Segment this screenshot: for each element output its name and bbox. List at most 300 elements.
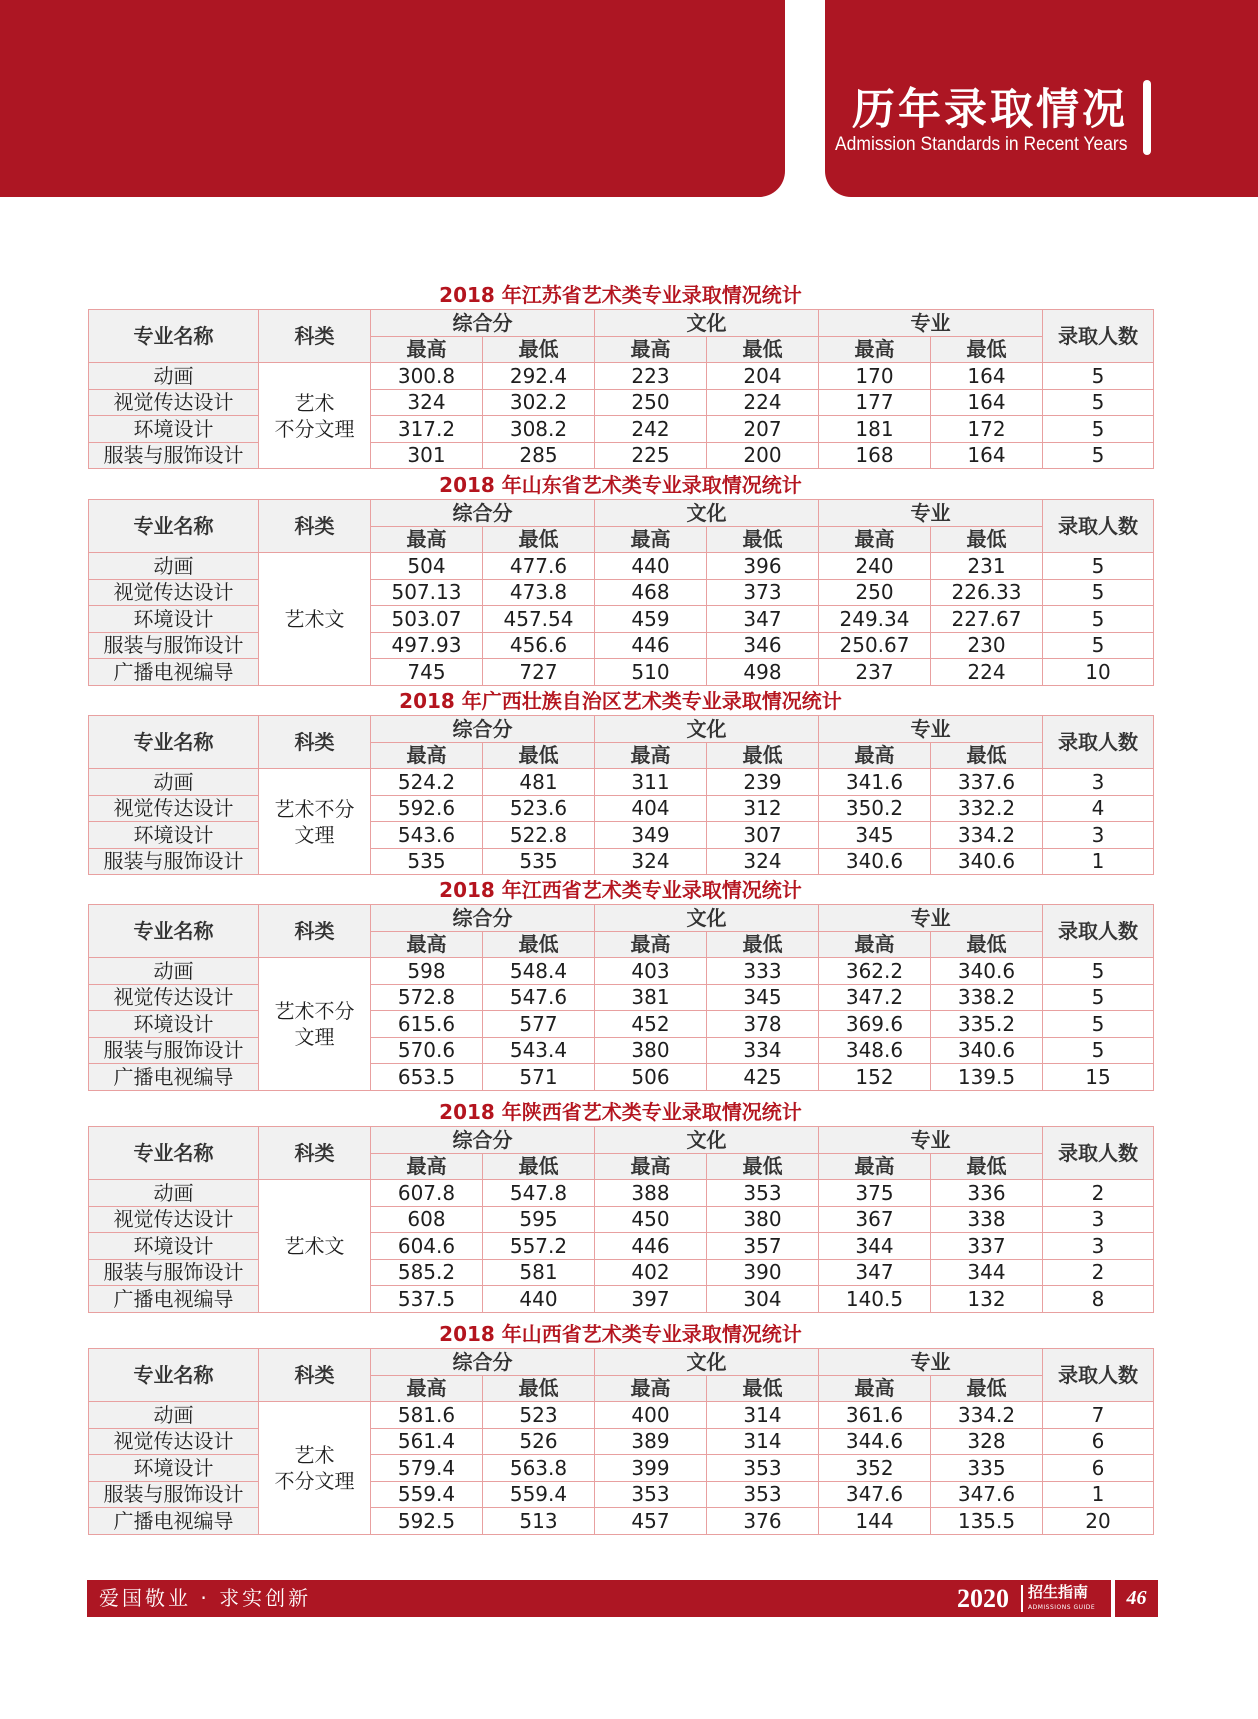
header-low: 最低 — [707, 1375, 819, 1402]
value-cell: 204 — [707, 363, 819, 390]
table-row — [89, 984, 1154, 1011]
major-name-cell: 视觉传达设计 — [89, 1206, 259, 1233]
header-composite: 综合分 — [371, 500, 595, 527]
value-cell: 523.6 — [483, 795, 595, 822]
value-cell: 348.6 — [819, 1037, 931, 1064]
category-line: 文理 — [294, 1024, 335, 1049]
header-composite: 综合分 — [371, 716, 595, 743]
value-cell: 200 — [707, 442, 819, 469]
value-cell: 440 — [595, 553, 707, 580]
value-cell: 390 — [707, 1259, 819, 1286]
value-cell: 344 — [931, 1259, 1043, 1286]
header-low: 最低 — [707, 931, 819, 958]
value-cell: 446 — [595, 632, 707, 659]
value-cell: 224 — [707, 389, 819, 416]
header-high: 最高 — [819, 931, 931, 958]
header-band-left — [0, 0, 785, 197]
value-cell: 144 — [819, 1508, 931, 1535]
value-cell: 285 — [483, 442, 595, 469]
value-cell: 3 — [1043, 769, 1154, 796]
value-cell: 498 — [707, 659, 819, 686]
value-cell: 357 — [707, 1233, 819, 1260]
value-cell: 446 — [595, 1233, 707, 1260]
value-cell: 523 — [483, 1402, 595, 1429]
category-cell — [259, 363, 371, 469]
table-section — [88, 282, 1153, 469]
value-cell: 334.2 — [931, 1402, 1043, 1429]
category-cell — [259, 553, 371, 686]
value-cell: 308.2 — [483, 416, 595, 443]
header-high: 最高 — [595, 526, 707, 553]
value-cell: 367 — [819, 1206, 931, 1233]
header-admitted: 录取人数 — [1043, 1127, 1154, 1180]
value-cell: 139.5 — [931, 1064, 1043, 1091]
header-high: 最高 — [371, 1153, 483, 1180]
value-cell: 340.6 — [931, 1037, 1043, 1064]
major-name-cell: 视觉传达设计 — [89, 389, 259, 416]
header-category: 科类 — [259, 716, 371, 769]
header-high: 最高 — [595, 1153, 707, 1180]
value-cell: 225 — [595, 442, 707, 469]
table-section — [88, 877, 1153, 1091]
value-cell: 547.8 — [483, 1180, 595, 1207]
table-row — [89, 1011, 1154, 1038]
value-cell: 572.8 — [371, 984, 483, 1011]
table-title: 2018 年江西省艺术类专业录取情况统计 — [439, 878, 802, 902]
header-low: 最低 — [931, 1153, 1043, 1180]
value-cell: 375 — [819, 1180, 931, 1207]
value-cell: 15 — [1043, 1064, 1154, 1091]
value-cell: 344.6 — [819, 1428, 931, 1455]
footer-guide-label: 招生指南 — [1028, 1583, 1089, 1601]
value-cell: 207 — [707, 416, 819, 443]
value-cell: 338 — [931, 1206, 1043, 1233]
value-cell: 164 — [931, 363, 1043, 390]
value-cell: 240 — [819, 553, 931, 580]
table-header-row — [89, 1349, 1154, 1376]
header-composite: 综合分 — [371, 1127, 595, 1154]
header-low: 最低 — [483, 742, 595, 769]
major-name-cell: 服装与服饰设计 — [89, 1037, 259, 1064]
category-line: 艺术不分 — [274, 796, 355, 821]
value-cell: 223 — [595, 363, 707, 390]
value-cell: 135.5 — [931, 1508, 1043, 1535]
value-cell: 353 — [707, 1481, 819, 1508]
major-name-cell: 环境设计 — [89, 1011, 259, 1038]
category-cell — [259, 958, 371, 1091]
header-admitted: 录取人数 — [1043, 716, 1154, 769]
header-specialty: 专业 — [819, 716, 1043, 743]
table-header-row — [89, 905, 1154, 932]
value-cell: 378 — [707, 1011, 819, 1038]
major-name-cell: 动画 — [89, 1402, 259, 1429]
header-low: 最低 — [707, 742, 819, 769]
value-cell: 250 — [595, 389, 707, 416]
value-cell: 456.6 — [483, 632, 595, 659]
value-cell: 140.5 — [819, 1286, 931, 1313]
value-cell: 242 — [595, 416, 707, 443]
major-name-cell: 广播电视编导 — [89, 659, 259, 686]
value-cell: 397 — [595, 1286, 707, 1313]
value-cell: 595 — [483, 1206, 595, 1233]
value-cell: 524.2 — [371, 769, 483, 796]
header-specialty: 专业 — [819, 500, 1043, 527]
table-row — [89, 1037, 1154, 1064]
table-row — [89, 1064, 1154, 1091]
major-name-cell: 服装与服饰设计 — [89, 1481, 259, 1508]
header-category: 科类 — [259, 1127, 371, 1180]
header-admitted: 录取人数 — [1043, 1349, 1154, 1402]
header-low: 最低 — [483, 526, 595, 553]
value-cell: 513 — [483, 1508, 595, 1535]
header-major: 专业名称 — [89, 716, 259, 769]
value-cell: 340.6 — [931, 848, 1043, 875]
admission-table — [88, 1348, 1154, 1535]
table-header-row — [89, 716, 1154, 743]
value-cell: 345 — [707, 984, 819, 1011]
header-high: 最高 — [819, 742, 931, 769]
page-title: 历年录取情况 — [852, 85, 1128, 135]
footer-year: 2020 — [957, 1584, 1009, 1613]
header-low: 最低 — [931, 931, 1043, 958]
header-major: 专业名称 — [89, 1349, 259, 1402]
table-row — [89, 1428, 1154, 1455]
table-header-row — [89, 1127, 1154, 1154]
value-cell: 5 — [1043, 984, 1154, 1011]
header-high: 最高 — [371, 931, 483, 958]
major-name-cell: 视觉传达设计 — [89, 1428, 259, 1455]
value-cell: 312 — [707, 795, 819, 822]
category-cell — [259, 769, 371, 875]
header-low: 最低 — [483, 1375, 595, 1402]
header-high: 最高 — [371, 742, 483, 769]
value-cell: 334.2 — [931, 822, 1043, 849]
value-cell: 2 — [1043, 1259, 1154, 1286]
table-header-row — [89, 500, 1154, 527]
category-line: 艺术 — [294, 390, 335, 415]
header-culture: 文化 — [595, 905, 819, 932]
value-cell: 324 — [371, 389, 483, 416]
value-cell: 653.5 — [371, 1064, 483, 1091]
header-high: 最高 — [595, 1375, 707, 1402]
category-line: 文理 — [294, 822, 335, 847]
header-composite: 综合分 — [371, 310, 595, 337]
table-title: 2018 年山西省艺术类专业录取情况统计 — [439, 1322, 802, 1346]
header-culture: 文化 — [595, 500, 819, 527]
value-cell: 335.2 — [931, 1011, 1043, 1038]
header-composite: 综合分 — [371, 1349, 595, 1376]
value-cell: 581.6 — [371, 1402, 483, 1429]
value-cell: 381 — [595, 984, 707, 1011]
value-cell: 362.2 — [819, 958, 931, 985]
header-low: 最低 — [483, 336, 595, 363]
value-cell: 324 — [707, 848, 819, 875]
header-accent-bar — [1143, 80, 1151, 155]
value-cell: 5 — [1043, 442, 1154, 469]
value-cell: 302.2 — [483, 389, 595, 416]
value-cell: 7 — [1043, 1402, 1154, 1429]
header-high: 最高 — [371, 336, 483, 363]
header-category: 科类 — [259, 1349, 371, 1402]
header-low: 最低 — [931, 336, 1043, 363]
table-row — [89, 416, 1154, 443]
admission-table — [88, 715, 1154, 875]
value-cell: 535 — [483, 848, 595, 875]
value-cell: 380 — [707, 1206, 819, 1233]
value-cell: 353 — [707, 1180, 819, 1207]
major-name-cell: 环境设计 — [89, 606, 259, 633]
value-cell: 338.2 — [931, 984, 1043, 1011]
value-cell: 504 — [371, 553, 483, 580]
category-line: 艺术不分 — [274, 998, 355, 1023]
value-cell: 402 — [595, 1259, 707, 1286]
major-name-cell: 动画 — [89, 363, 259, 390]
value-cell: 615.6 — [371, 1011, 483, 1038]
value-cell: 337.6 — [931, 769, 1043, 796]
header-low: 最低 — [931, 526, 1043, 553]
major-name-cell: 动画 — [89, 769, 259, 796]
table-row — [89, 553, 1154, 580]
value-cell: 571 — [483, 1064, 595, 1091]
header-major: 专业名称 — [89, 310, 259, 363]
value-cell: 3 — [1043, 1233, 1154, 1260]
value-cell: 396 — [707, 553, 819, 580]
value-cell: 292.4 — [483, 363, 595, 390]
value-cell: 403 — [595, 958, 707, 985]
value-cell: 577 — [483, 1011, 595, 1038]
table-section — [88, 472, 1153, 686]
table-header-row — [89, 310, 1154, 337]
value-cell: 581 — [483, 1259, 595, 1286]
value-cell: 727 — [483, 659, 595, 686]
table-title: 2018 年山东省艺术类专业录取情况统计 — [439, 473, 802, 497]
value-cell: 349 — [595, 822, 707, 849]
header-high: 最高 — [819, 526, 931, 553]
value-cell: 347 — [707, 606, 819, 633]
page-number: 46 — [1111, 1580, 1158, 1617]
value-cell: 369.6 — [819, 1011, 931, 1038]
value-cell: 399 — [595, 1455, 707, 1482]
value-cell: 592.5 — [371, 1508, 483, 1535]
table-row — [89, 1402, 1154, 1429]
value-cell: 537.5 — [371, 1286, 483, 1313]
value-cell: 347 — [819, 1259, 931, 1286]
header-specialty: 专业 — [819, 310, 1043, 337]
value-cell: 304 — [707, 1286, 819, 1313]
category-cell — [259, 1402, 371, 1535]
value-cell: 506 — [595, 1064, 707, 1091]
header-high: 最高 — [371, 526, 483, 553]
table-section — [88, 1099, 1153, 1313]
header-high: 最高 — [595, 742, 707, 769]
header-high: 最高 — [595, 931, 707, 958]
value-cell: 352 — [819, 1455, 931, 1482]
value-cell: 547.6 — [483, 984, 595, 1011]
header-high: 最高 — [595, 336, 707, 363]
value-cell: 380 — [595, 1037, 707, 1064]
page-subtitle: Admission Standards in Recent Years — [835, 134, 1128, 155]
table-row — [89, 958, 1154, 985]
value-cell: 450 — [595, 1206, 707, 1233]
header-admitted: 录取人数 — [1043, 500, 1154, 553]
table-row — [89, 1233, 1154, 1260]
value-cell: 522.8 — [483, 822, 595, 849]
header-high: 最高 — [819, 1153, 931, 1180]
value-cell: 457.54 — [483, 606, 595, 633]
table-row — [89, 1180, 1154, 1207]
value-cell: 5 — [1043, 606, 1154, 633]
value-cell: 543.4 — [483, 1037, 595, 1064]
value-cell: 507.13 — [371, 579, 483, 606]
value-cell: 557.2 — [483, 1233, 595, 1260]
value-cell: 347.6 — [931, 1481, 1043, 1508]
value-cell: 608 — [371, 1206, 483, 1233]
value-cell: 5 — [1043, 579, 1154, 606]
value-cell: 6 — [1043, 1428, 1154, 1455]
value-cell: 745 — [371, 659, 483, 686]
value-cell: 459 — [595, 606, 707, 633]
table-row — [89, 795, 1154, 822]
value-cell: 389 — [595, 1428, 707, 1455]
value-cell: 526 — [483, 1428, 595, 1455]
value-cell: 477.6 — [483, 553, 595, 580]
major-name-cell: 动画 — [89, 1180, 259, 1207]
value-cell: 561.4 — [371, 1428, 483, 1455]
table-row — [89, 632, 1154, 659]
value-cell: 5 — [1043, 958, 1154, 985]
footer-slogan: 爱国敬业 · 求实创新 — [99, 1586, 312, 1610]
table-row — [89, 1206, 1154, 1233]
major-name-cell: 广播电视编导 — [89, 1508, 259, 1535]
value-cell: 311 — [595, 769, 707, 796]
value-cell: 604.6 — [371, 1233, 483, 1260]
value-cell: 452 — [595, 1011, 707, 1038]
value-cell: 579.4 — [371, 1455, 483, 1482]
value-cell: 20 — [1043, 1508, 1154, 1535]
admission-table — [88, 309, 1154, 469]
value-cell: 3 — [1043, 822, 1154, 849]
value-cell: 548.4 — [483, 958, 595, 985]
value-cell: 328 — [931, 1428, 1043, 1455]
table-row — [89, 442, 1154, 469]
category-line: 艺术文 — [284, 1233, 345, 1258]
value-cell: 468 — [595, 579, 707, 606]
footer-guide-english: ADMISSIONS GUIDE — [1028, 1604, 1096, 1611]
major-name-cell: 视觉传达设计 — [89, 795, 259, 822]
value-cell: 335 — [931, 1455, 1043, 1482]
header-admitted: 录取人数 — [1043, 310, 1154, 363]
value-cell: 5 — [1043, 416, 1154, 443]
value-cell: 164 — [931, 389, 1043, 416]
value-cell: 300.8 — [371, 363, 483, 390]
table-row — [89, 389, 1154, 416]
value-cell: 5 — [1043, 389, 1154, 416]
header-low: 最低 — [931, 1375, 1043, 1402]
header-specialty: 专业 — [819, 1127, 1043, 1154]
header-composite: 综合分 — [371, 905, 595, 932]
value-cell: 5 — [1043, 632, 1154, 659]
value-cell: 473.8 — [483, 579, 595, 606]
value-cell: 440 — [483, 1286, 595, 1313]
header-category: 科类 — [259, 500, 371, 553]
table-title: 2018 年陕西省艺术类专业录取情况统计 — [439, 1100, 802, 1124]
header-culture: 文化 — [595, 310, 819, 337]
value-cell: 2 — [1043, 1180, 1154, 1207]
value-cell: 345 — [819, 822, 931, 849]
admission-table — [88, 904, 1154, 1091]
table-row — [89, 606, 1154, 633]
header-high: 最高 — [819, 1375, 931, 1402]
header-major: 专业名称 — [89, 1127, 259, 1180]
value-cell: 10 — [1043, 659, 1154, 686]
header-culture: 文化 — [595, 1349, 819, 1376]
value-cell: 350.2 — [819, 795, 931, 822]
value-cell: 400 — [595, 1402, 707, 1429]
table-section — [88, 1321, 1153, 1535]
value-cell: 250 — [819, 579, 931, 606]
major-name-cell: 动画 — [89, 958, 259, 985]
value-cell: 324 — [595, 848, 707, 875]
value-cell: 563.8 — [483, 1455, 595, 1482]
admission-table — [88, 499, 1154, 686]
major-name-cell: 广播电视编导 — [89, 1286, 259, 1313]
value-cell: 347.6 — [819, 1481, 931, 1508]
value-cell: 5 — [1043, 553, 1154, 580]
major-name-cell: 服装与服饰设计 — [89, 632, 259, 659]
value-cell: 336 — [931, 1180, 1043, 1207]
value-cell: 5 — [1043, 363, 1154, 390]
value-cell: 497.93 — [371, 632, 483, 659]
value-cell: 425 — [707, 1064, 819, 1091]
footer-divider — [1021, 1585, 1023, 1612]
major-name-cell: 环境设计 — [89, 416, 259, 443]
value-cell: 226.33 — [931, 579, 1043, 606]
value-cell: 570.6 — [371, 1037, 483, 1064]
header-high: 最高 — [819, 336, 931, 363]
value-cell: 317.2 — [371, 416, 483, 443]
table-row — [89, 659, 1154, 686]
major-name-cell: 动画 — [89, 553, 259, 580]
value-cell: 347.2 — [819, 984, 931, 1011]
category-line: 艺术文 — [284, 606, 345, 631]
value-cell: 361.6 — [819, 1402, 931, 1429]
header-major: 专业名称 — [89, 500, 259, 553]
value-cell: 353 — [707, 1455, 819, 1482]
value-cell: 598 — [371, 958, 483, 985]
header-high: 最高 — [371, 1375, 483, 1402]
header-low: 最低 — [931, 742, 1043, 769]
value-cell: 301 — [371, 442, 483, 469]
value-cell: 152 — [819, 1064, 931, 1091]
category-line: 艺术 — [294, 1442, 335, 1467]
value-cell: 170 — [819, 363, 931, 390]
value-cell: 340.6 — [819, 848, 931, 875]
table-row — [89, 848, 1154, 875]
value-cell: 373 — [707, 579, 819, 606]
table-row — [89, 363, 1154, 390]
value-cell: 168 — [819, 442, 931, 469]
value-cell: 404 — [595, 795, 707, 822]
header-low: 最低 — [483, 931, 595, 958]
value-cell: 5 — [1043, 1011, 1154, 1038]
value-cell: 237 — [819, 659, 931, 686]
major-name-cell: 服装与服饰设计 — [89, 848, 259, 875]
value-cell: 333 — [707, 958, 819, 985]
value-cell: 1 — [1043, 848, 1154, 875]
value-cell: 559.4 — [483, 1481, 595, 1508]
value-cell: 181 — [819, 416, 931, 443]
header-low: 最低 — [707, 526, 819, 553]
